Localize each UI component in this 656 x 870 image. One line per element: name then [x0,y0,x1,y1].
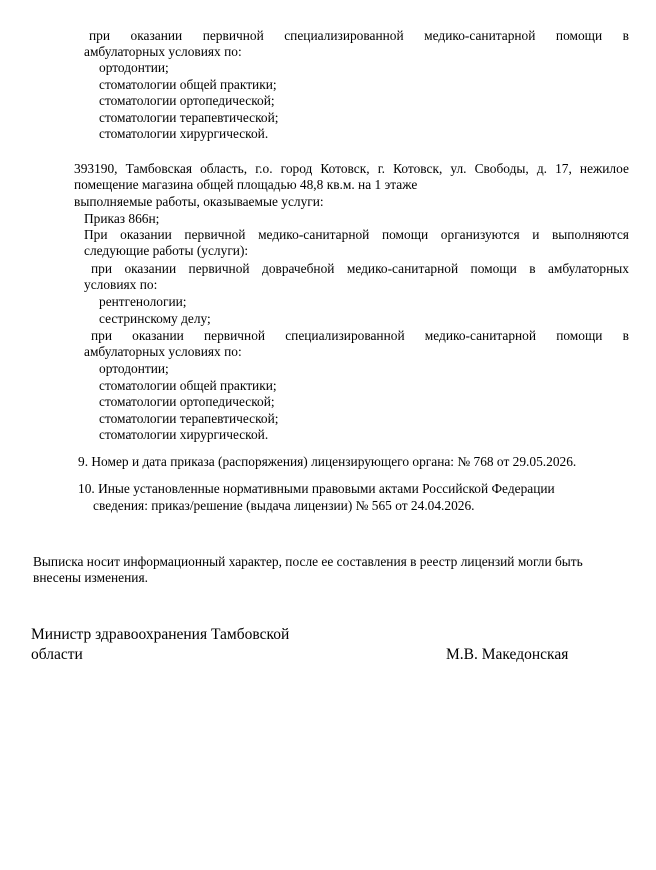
word: в [529,261,536,276]
item-9: 9. Номер и дата приказа (распоряжения) лицензирующего органа: № 768 от 29.05.2026. [78,454,577,469]
prim-line [91,261,629,277]
word: выполняются [551,227,629,242]
word: первичной [202,28,264,43]
list-item: стоматологии общей практики; [99,377,277,393]
spec-line [91,328,629,344]
word: 393190, [74,161,118,176]
word: оказании [132,328,184,343]
signature-name: М.В. Македонская [446,646,569,663]
block1-intro-line [89,28,629,44]
word: г. [377,161,386,176]
word: помощи [470,261,517,276]
word: Котовск, [393,161,443,176]
word: нежилое [579,161,629,176]
word: специализированной [284,28,404,43]
note-line2: внесены изменения. [33,570,148,585]
word: при [91,261,113,276]
word: в [622,28,629,43]
word: Тамбовская [125,161,192,176]
signature-title-line1: Министр здравоохранения Тамбовской [31,626,290,643]
signature-title-line2: области [31,646,83,663]
spec-cont: амбулаторных условиях по: [84,344,242,359]
word: первичной [184,227,246,242]
word: и [532,227,540,242]
list-item: рентгенологии; [99,294,187,309]
word: оказании [124,261,177,276]
word: в [622,328,629,343]
word: доврачебной [262,261,335,276]
list-item: стоматологии хирургической. [99,427,269,443]
word: оказании [120,227,172,242]
address-line2: помещение магазина общей площадью 48,8 кв.м. на 1 этаже [74,177,418,192]
list-item: стоматологии ортопедической; [99,394,275,410]
word: Свободы, [474,161,529,176]
word: медико-санитарной [424,328,537,343]
word: при [89,28,111,43]
address-line3: выполняемые работы, оказываемые услуги: [74,194,324,209]
word: помощи [381,227,429,242]
word: первичной [188,261,250,276]
note-line1: Выписка носит информационный характер, после ее составления в реестр лицензий могли быть [33,554,583,569]
word: город [280,161,313,176]
list-item: стоматологии терапевтической; [99,410,279,426]
list-item: стоматологии общей практики; [99,76,277,92]
word: медико-санитарной [346,261,459,276]
item-10-line1: 10. Иные установленные нормативными правовыми актами Российской Федерации [78,481,555,496]
list-item: ортодонтии; [99,361,169,376]
list-item: стоматологии ортопедической; [99,93,275,109]
list-item: сестринскому делу; [99,310,211,326]
word: оказании [130,28,183,43]
word: помощи [555,28,603,43]
org-line [84,227,629,243]
word: г.о. [255,161,273,176]
order-line: Приказ 866н; [84,211,160,226]
word: медико-санитарной [258,227,370,242]
word: область, [200,161,248,176]
list-item: стоматологии хирургической. [99,126,269,142]
word: д. [536,161,547,176]
word: При [84,227,108,242]
word: первичной [204,328,266,343]
list-item: ортодонтии; [99,60,169,75]
word: амбулаторных [547,261,629,276]
word: ул. [450,161,467,176]
word: при [91,328,113,343]
prim-cont: условиях по: [84,277,158,292]
word: помощи [556,328,603,343]
address-line1 [74,161,629,177]
word: медико-санитарной [424,28,536,43]
word: 17, [555,161,572,176]
word: специализированной [285,328,405,343]
word: Котовск, [320,161,370,176]
item-10-line2: сведения: приказ/решение (выдача лицензии) № 565 от 24.04.2026. [93,498,475,513]
block1-intro-cont: амбулаторных условиях по: [84,44,242,59]
list-item: стоматологии терапевтической; [99,109,279,125]
org-cont: следующие работы (услуги): [84,243,249,258]
word: организуются [440,227,520,242]
